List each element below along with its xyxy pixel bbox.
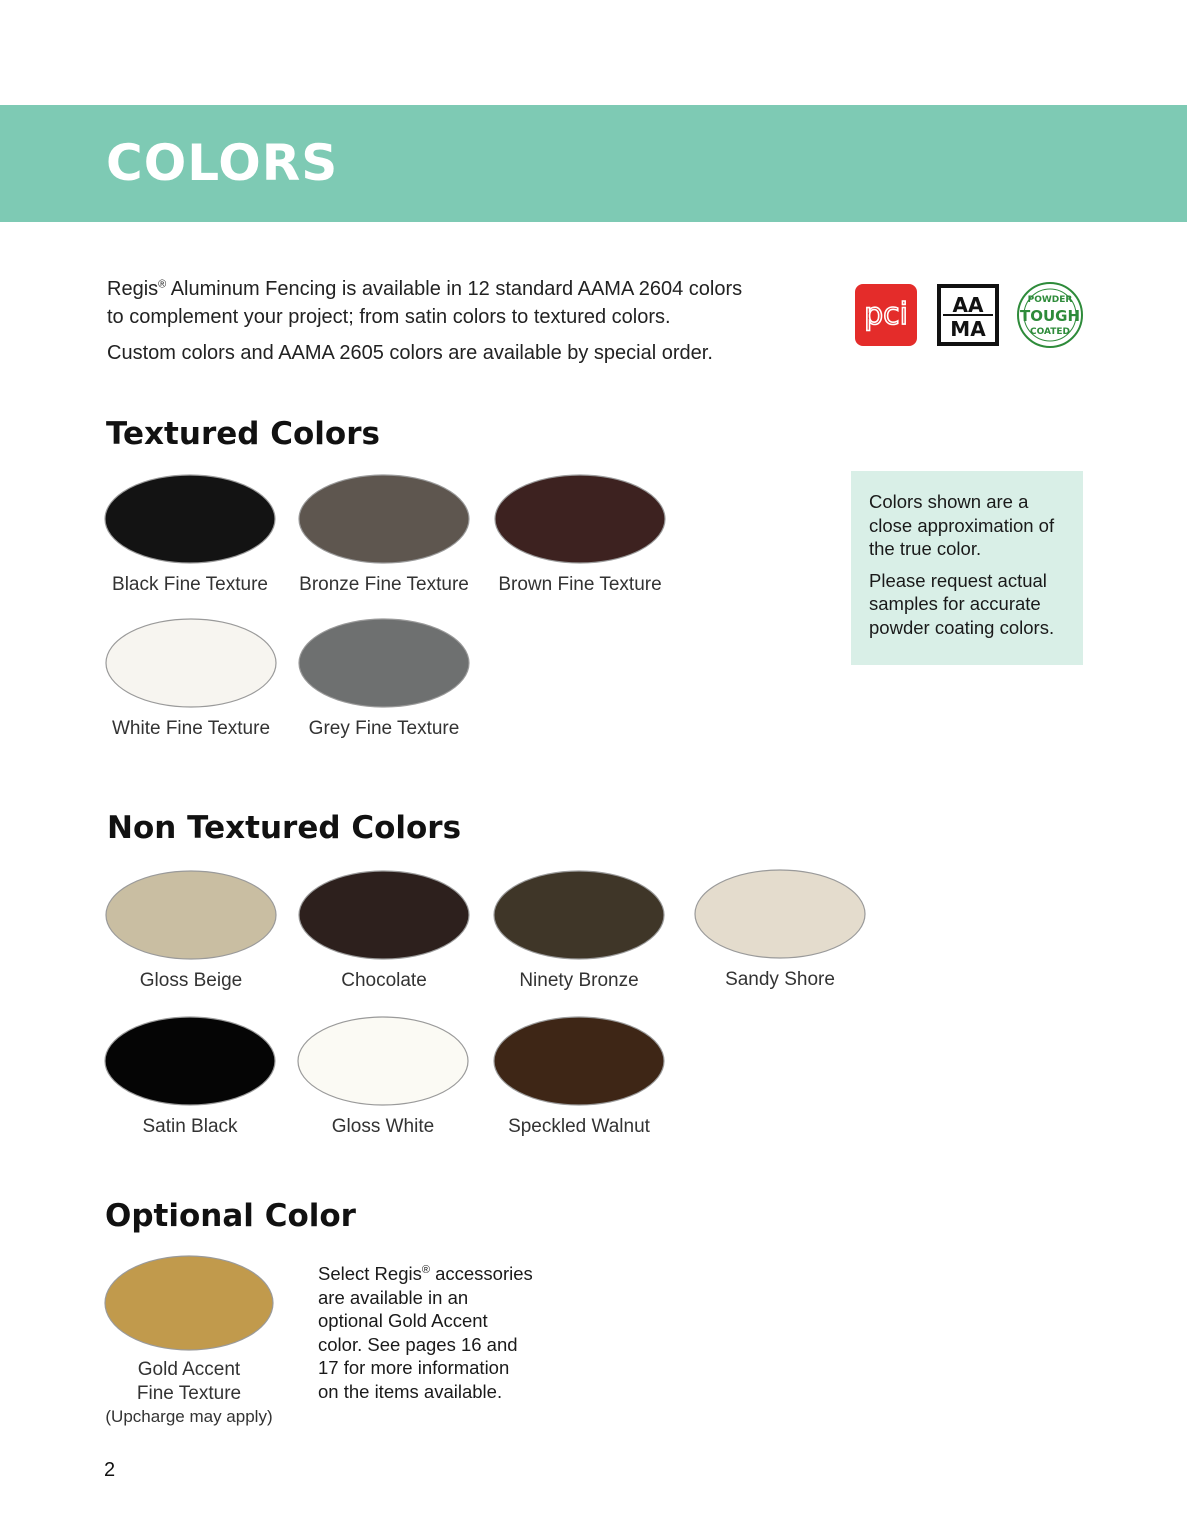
swatch-label-line-2: Fine Texture xyxy=(136,1383,242,1404)
swatch-label: Ninety Bronze xyxy=(519,970,639,991)
brand-name: Regis xyxy=(107,278,159,300)
color-swatch-oval xyxy=(105,475,275,563)
swatch-label-line-1: Gold Accent xyxy=(137,1359,241,1380)
header-banner xyxy=(0,105,1187,222)
color-swatch-oval xyxy=(299,619,469,707)
swatch-label: Black Fine Texture xyxy=(112,574,268,595)
upcharge-note: (Upcharge may apply) xyxy=(105,1407,273,1426)
swatch-sandy-shore xyxy=(680,868,880,992)
swatch-label: White Fine Texture xyxy=(111,718,271,739)
swatch-brown-fine-texture xyxy=(480,473,680,597)
textured-colors-heading: Textured Colors xyxy=(106,416,380,452)
swatch-black-fine-texture xyxy=(90,473,290,597)
note-line-1: Colors shown are a close approximation of the true color. xyxy=(869,491,1055,559)
swatch-chocolate xyxy=(284,869,484,993)
non-textured-colors-heading: Non Textured Colors xyxy=(107,810,462,846)
optional-text-prefix: Select Regis xyxy=(318,1263,422,1284)
swatch-satin-black xyxy=(90,1015,290,1139)
pci-logo-text: pci xyxy=(864,297,908,332)
color-swatch-oval xyxy=(695,870,865,958)
swatch-white-fine-texture xyxy=(91,617,291,741)
page-number: 2 xyxy=(104,1459,116,1481)
pci-logo xyxy=(855,284,917,346)
color-swatch-oval xyxy=(106,871,276,959)
aama-logo xyxy=(937,284,999,346)
intro-line-1 xyxy=(107,275,807,331)
optional-color-heading: Optional Color xyxy=(105,1198,356,1234)
color-swatch-oval xyxy=(494,871,664,959)
swatch-label: Bronze Fine Texture xyxy=(299,574,469,595)
swatch-label: Gloss Beige xyxy=(139,970,243,991)
registered-mark: ® xyxy=(421,1263,430,1276)
swatch-gloss-white xyxy=(283,1015,483,1139)
registered-mark: ® xyxy=(158,278,167,291)
swatch-label: Chocolate xyxy=(341,970,427,991)
aama-logo-mark xyxy=(937,284,999,346)
aama-logo-bottom: MA xyxy=(950,317,986,341)
powder-tough-logo xyxy=(1016,280,1084,350)
swatch-gloss-beige xyxy=(91,869,291,993)
page-title: COLORS xyxy=(106,134,339,192)
swatch-label: Sandy Shore xyxy=(725,969,835,990)
swatch-gold-accent-fine-texture xyxy=(89,1254,289,1428)
color-swatch-oval xyxy=(495,475,665,563)
optional-color-description xyxy=(318,1262,533,1403)
swatch-ninety-bronze xyxy=(479,869,679,993)
swatch-label: Speckled Walnut xyxy=(508,1116,650,1137)
pci-logo-mark xyxy=(855,284,917,346)
swatch-label: Satin Black xyxy=(142,1116,238,1137)
swatch-bronze-fine-texture xyxy=(284,473,484,597)
swatch-label: Gloss White xyxy=(331,1116,435,1137)
swatch-speckled-walnut xyxy=(479,1015,679,1139)
color-swatch-oval xyxy=(299,871,469,959)
color-swatch-oval xyxy=(106,619,276,707)
color-accuracy-note xyxy=(851,471,1083,665)
tough-logo-top: POWDER xyxy=(1027,295,1073,305)
color-swatch-oval xyxy=(494,1017,664,1105)
note-line-2: Please request actual samples for accurate powder coating colors. xyxy=(869,569,1055,638)
swatch-grey-fine-texture xyxy=(284,617,484,741)
swatch-label: Grey Fine Texture xyxy=(308,718,460,739)
optional-text-rest: accessories are available in an optional Gold Accent color. See pages 16 and 17 for more information on the items available. xyxy=(318,1263,533,1402)
aama-logo-top: AA xyxy=(952,293,984,317)
color-swatch-oval xyxy=(299,475,469,563)
intro-text xyxy=(107,275,807,367)
intro-line-1-rest: Aluminum Fencing is available in 12 standard AAMA 2604 colors xyxy=(166,278,743,300)
tough-logo-mid: TOUGH xyxy=(1019,307,1081,325)
color-swatch-oval xyxy=(105,1256,273,1350)
swatch-label: Brown Fine Texture xyxy=(498,574,662,595)
color-swatch-oval xyxy=(298,1017,468,1105)
powder-tough-logo-mark xyxy=(1016,280,1084,350)
color-swatch-oval xyxy=(105,1017,275,1105)
intro-line-2: to complement your project; from satin colors to textured colors. xyxy=(107,306,671,328)
intro-line-3: Custom colors and AAMA 2605 colors are available by special order. xyxy=(107,342,713,364)
tough-logo-bottom: COATED xyxy=(1029,327,1071,337)
